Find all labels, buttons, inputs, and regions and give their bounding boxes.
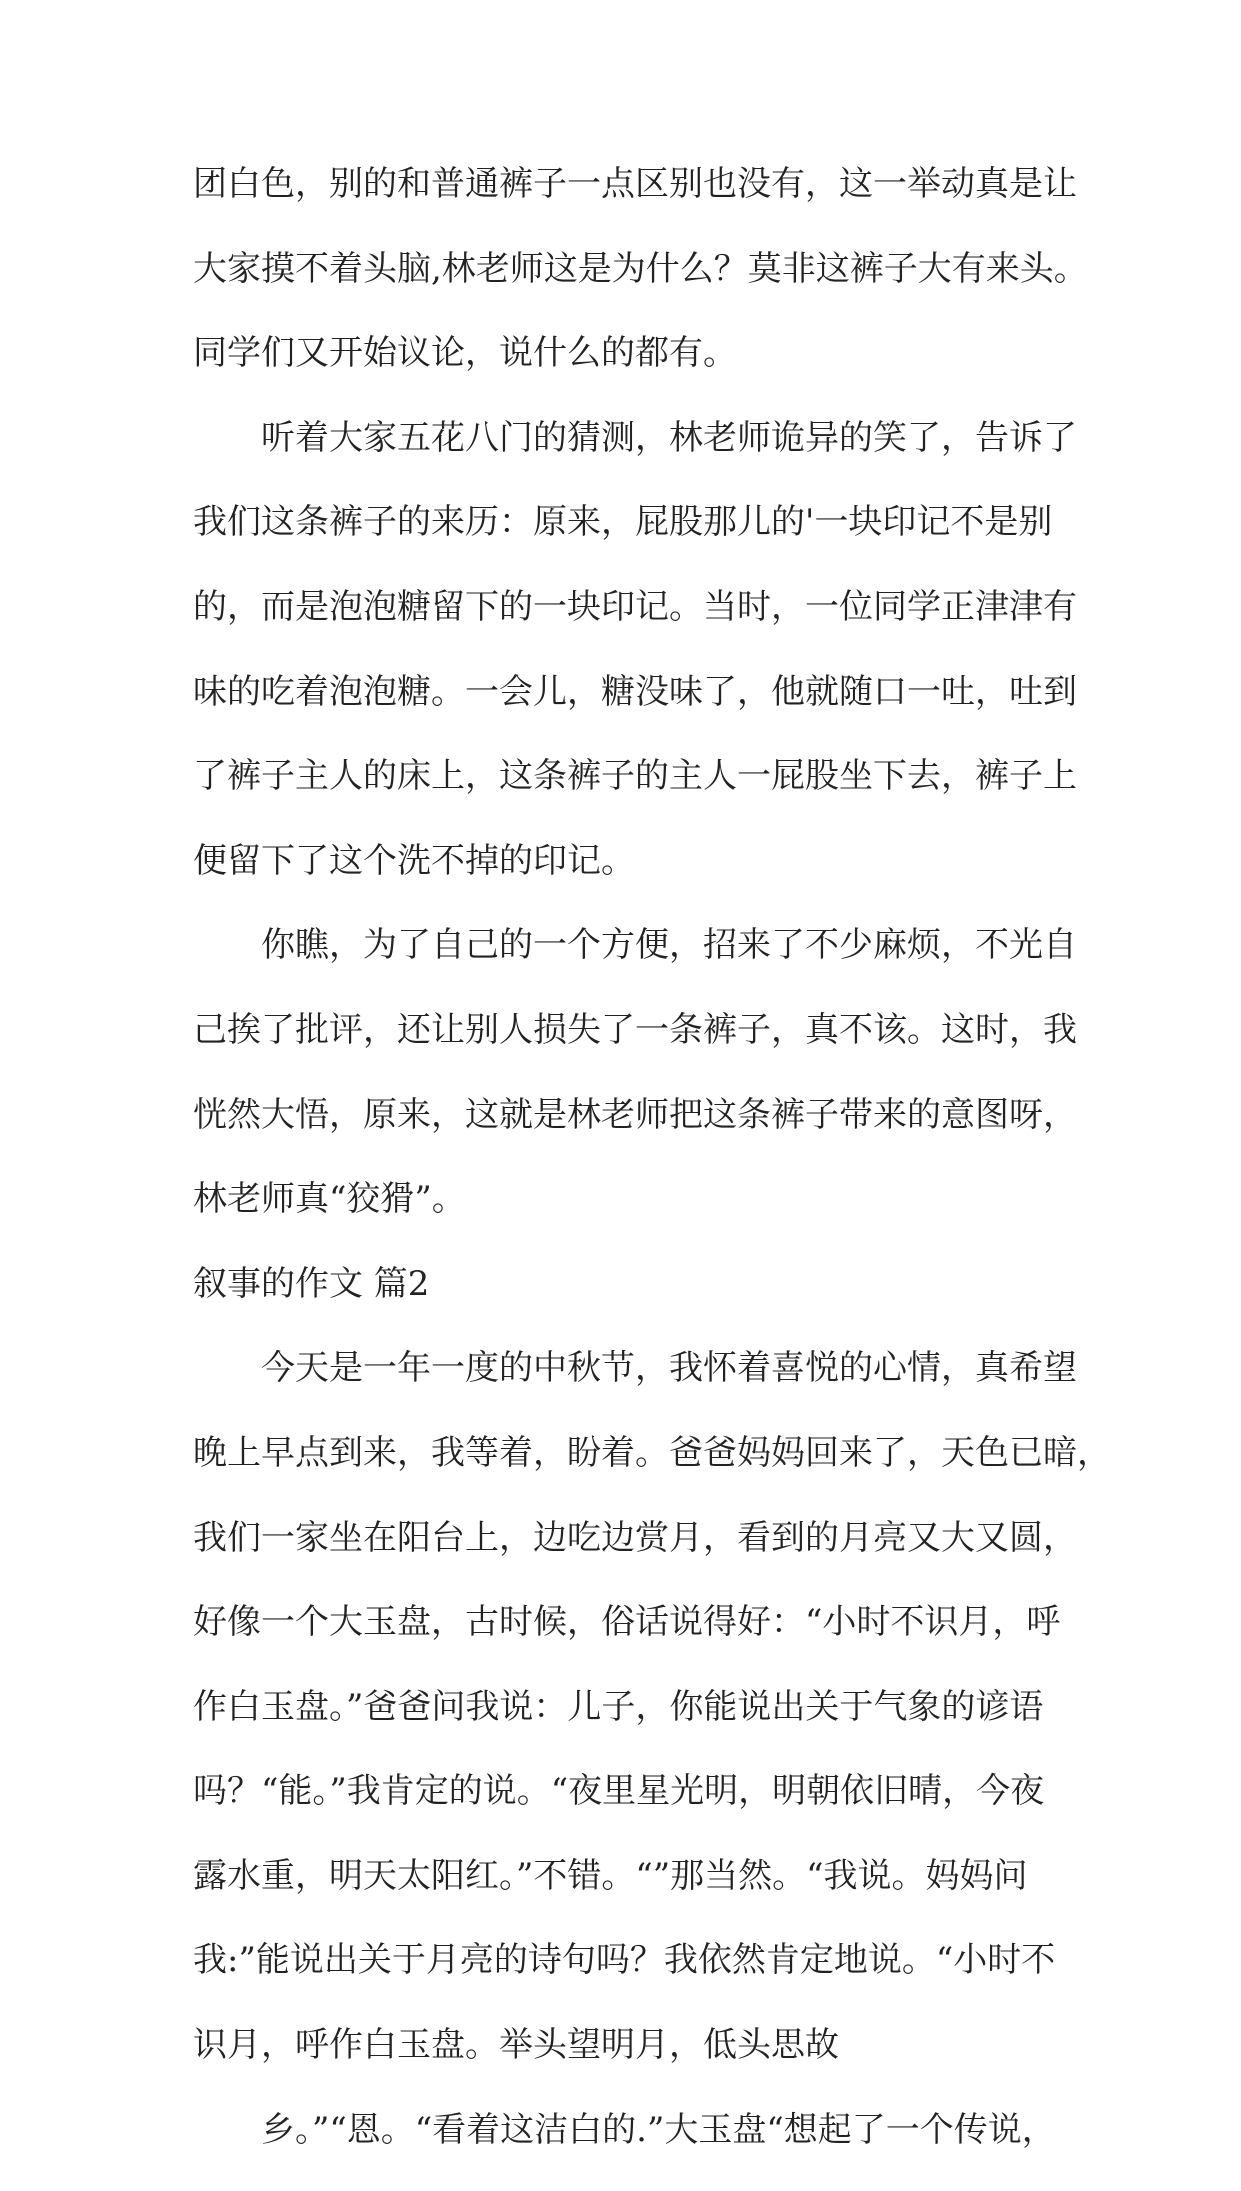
text-line: 林老师真“狡猾”。 [193,1179,466,1220]
text-line: 了裤子主人的床上，这条裤子的主人一屁股坐下去，裤子上 [193,756,1077,797]
section-heading: 叙事的作文 篇2 [193,1263,430,1304]
text-line: 己挨了批评，还让别人损失了一条裤子，真不该。这时，我 [193,1009,1077,1050]
text-line: 恍然大悟，原来，这就是林老师把这条裤子带来的意图呀， [193,1094,1077,1135]
text-line: 今天是一年一度的中秋节，我怀着喜悦的心情，真希望 [261,1348,1077,1389]
text-line: 听着大家五花八门的猜测，林老师诡异的笑了，告诉了 [261,417,1077,458]
text-line: 吗？“能。”我肯定的说。“夜里星光明，明朝依旧晴，今夜 [193,1771,1045,1812]
text-line: 你瞧，为了自己的一个方便，招来了不少麻烦，不光自 [261,925,1077,966]
text-line: 便留下了这个洗不掉的印记。 [193,840,635,881]
text-line: 的，而是泡泡糖留下的一块印记。当时，一位同学正津津有 [193,586,1077,627]
text-line: 乡。”“恩。“看着这洁白的.”大玉盘“想起了一个传说， [261,2109,1056,2150]
text-line: 作白玉盘。”爸爸问我说：儿子，你能说出关于气象的谚语 [193,1686,1044,1727]
text-line: 我:”能说出关于月亮的诗句吗？我依然肯定地说。“小时不 [193,1940,1056,1981]
text-line: 晚上早点到来，我等着，盼着。爸爸妈妈回来了，天色已暗， [193,1432,1111,1473]
text-line: 大家摸不着头脑,林老师这是为什么？莫非这裤子大有来头。 [193,248,1088,289]
document-body [193,161,1111,2191]
text-line: 团白色，别的和普通裤子一点区别也没有，这一举动真是让 [193,164,1077,204]
text-line: 我们这条裤子的来历：原来，屁股那儿的'一块印记不是别 [193,502,1053,543]
text-line: 露水重，明天太阳红。”不错。“”那当然。“我说。妈妈问 [193,1855,1028,1896]
text-line: 识月，呼作白玉盘。举头望明月，低头思故 [193,2025,839,2066]
text-line: 味的吃着泡泡糖。一会儿，糖没味了，他就随口一吐，吐到 [193,671,1077,712]
text-line: 我们一家坐在阳台上，边吃边赏月，看到的月亮又大又圆， [193,1517,1077,1558]
text-line: 同学们又开始议论，说什么的都有。 [193,333,737,374]
text-line: 好像一个大玉盘，古时候，俗话说得好：“小时不识月，呼 [193,1602,1061,1643]
